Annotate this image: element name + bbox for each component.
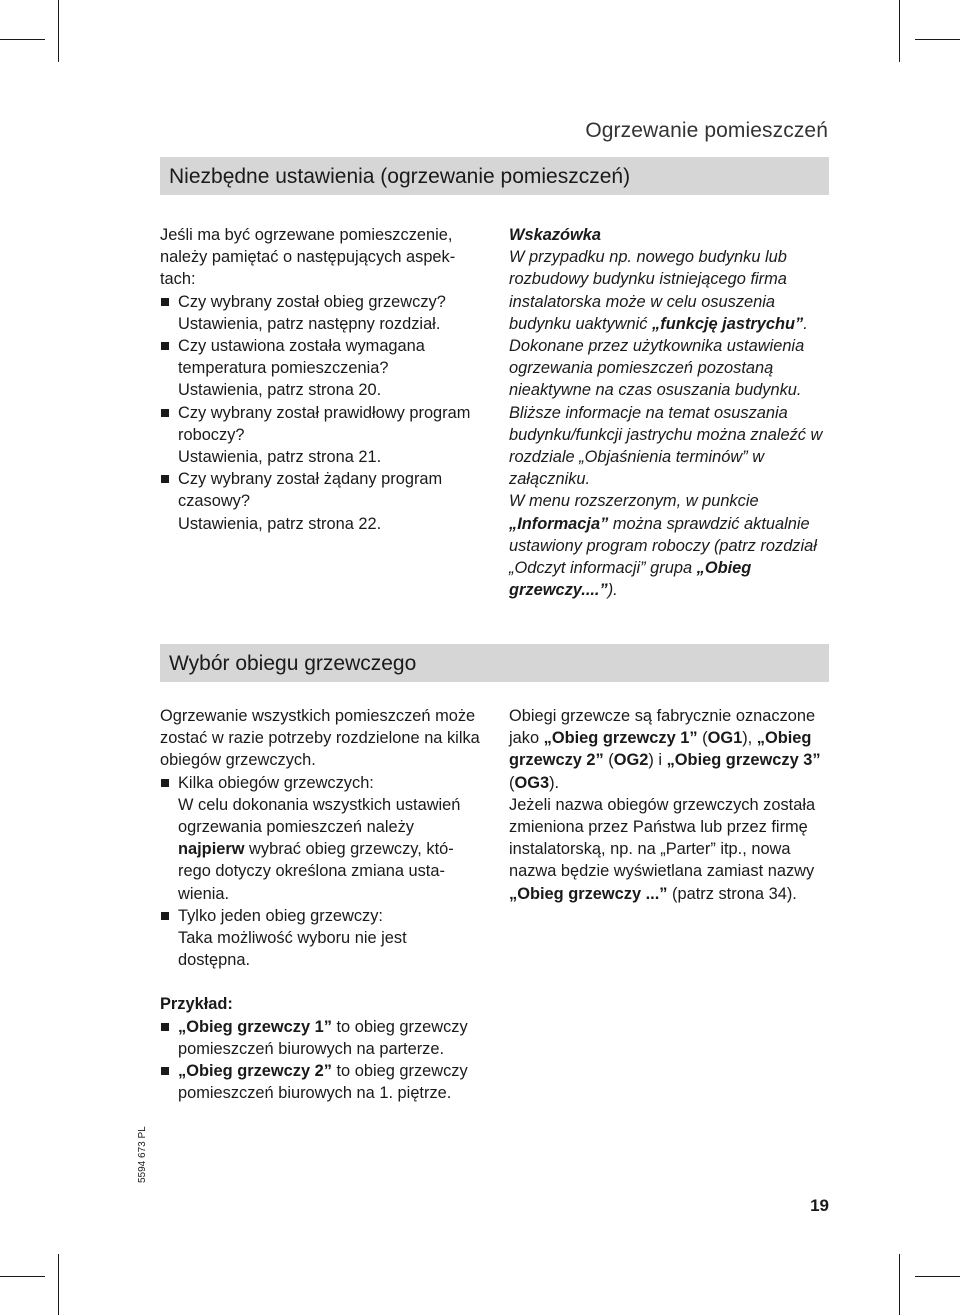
crop-mark	[915, 39, 960, 40]
note-text: ).	[607, 581, 618, 600]
heating-circuit-right-column	[509, 705, 831, 905]
list-item-reference: Ustawienia, patrz strona 20.	[178, 381, 382, 400]
list-item	[160, 772, 480, 905]
bold-term: „Obieg grzewczy ...”	[509, 884, 668, 903]
note-column	[509, 224, 829, 601]
requirements-column	[160, 224, 480, 535]
text: (	[603, 751, 614, 770]
list-item	[160, 1060, 480, 1104]
list-item-question: Czy ustawiona została wymagana temperatura pomieszczenia?	[178, 337, 425, 378]
page-number: 19	[810, 1196, 829, 1215]
list-item	[160, 291, 480, 335]
text: (	[509, 773, 515, 792]
example-title: Przykład:	[160, 995, 233, 1014]
text: (patrz strona 34).	[667, 884, 797, 903]
page-header-title: Ogrzewanie pomieszczeń	[585, 119, 828, 142]
crop-mark	[899, 0, 900, 62]
crop-mark	[899, 1254, 900, 1315]
list-item-question: Czy wybrany został prawidłowy program roboczy?	[178, 403, 471, 444]
intro-paragraph: Jeśli ma być ogrzewane pomieszczenie, należy pamiętać o następujących aspektach:	[160, 226, 456, 289]
text: to obieg grzewczy pomieszczeń biurowych na 1. piętrze.	[178, 1062, 468, 1103]
bold-term: „Obieg grzewczy 2”	[178, 1062, 332, 1081]
text: (	[697, 729, 708, 748]
list-item-reference: Ustawienia, patrz strona 21.	[178, 448, 382, 467]
text: wybrać obieg grzewczy, którego dotyczy określona zmiana ustawienia.	[178, 840, 454, 903]
bold-term: OG1	[707, 729, 743, 748]
note-text: W przypadku np. nowego budynku lub rozbudowy budynku istniejącego firma instalatorska może w celu osuszenia budynku uaktywnić	[509, 248, 787, 333]
section-heading: Niezbędne ustawienia (ogrzewanie pomieszczeń)	[169, 165, 631, 188]
note-text: można sprawdzić aktualnie ustawiony program roboczy (patrz rozdział „Odczyt informacji” grupa	[509, 514, 817, 578]
list-item-title: Kilka obiegów grzewczych:	[178, 773, 374, 792]
list-item	[160, 335, 480, 402]
text: Jeżeli nazwa obiegów grzewczych została zmieniona przez Państwa lub przez firmę instalatorską, np. na „Parter” itp., nowa nazwa będzie wyświetlana zamiast nazwy	[509, 795, 816, 881]
note-text: . Dokonane przez użytkownika ustawienia ogrzewania pomieszczeń pozostaną nieaktywne na czas osuszania budynku. Bliższe informacje na temat osuszania budynku/funkcji jastrychu można znaleźć w rozdziale „Objaśnienia terminów” w załączniku.	[509, 314, 823, 489]
note-bold-term: „Informacja”	[509, 514, 609, 533]
document-number: 5594 673 PL	[137, 1126, 148, 1183]
list-item-text	[178, 794, 480, 905]
note-text: W menu rozszerzonym, w punkcie	[509, 492, 759, 511]
bold-term: najpierw	[178, 840, 245, 859]
list-item-reference: Ustawienia, patrz strona 22.	[178, 514, 382, 533]
text: to obieg grzewczy pomieszczeń biurowych na parterze.	[178, 1017, 468, 1058]
list-item	[160, 402, 480, 469]
text: W celu dokonania wszystkich ustawień ogrzewania pomieszczeń należy	[178, 795, 461, 837]
section-heading-bar	[160, 644, 829, 682]
list-item-reference: Ustawienia, patrz następny rozdział.	[178, 314, 441, 333]
paragraph	[509, 705, 831, 794]
section-heading-bar	[160, 157, 829, 195]
text: ),	[742, 729, 757, 748]
intro-paragraph: Ogrzewanie wszystkich pomieszczeń może zostać w razie potrzeby rozdzielone na kilka obiegów grzewczych.	[160, 707, 480, 770]
crop-mark	[0, 1276, 45, 1277]
heating-circuit-left-column	[160, 705, 480, 1104]
note-bold-term: „funkcję jastrychu”	[652, 314, 804, 333]
list-item-question: Czy wybrany został obieg grzewczy?	[178, 292, 446, 311]
note-bold-term: „Obieg grzewczy....”	[509, 559, 752, 600]
crop-mark	[915, 1276, 960, 1277]
crop-mark	[0, 39, 45, 40]
paragraph	[509, 794, 831, 905]
note-title: Wskazówka	[509, 226, 602, 244]
bold-term: OG2	[613, 751, 649, 770]
crop-mark	[58, 1254, 59, 1315]
note-paragraph	[509, 246, 829, 490]
list-item	[160, 468, 480, 535]
text: Obiegi grzewcze są fabrycznie oznaczone jako	[509, 707, 816, 748]
list-item	[160, 905, 480, 972]
bold-term: „Obieg grzewczy 2”	[509, 729, 812, 770]
list-item	[160, 1016, 480, 1060]
bold-term: „Obieg grzewczy 3”	[666, 751, 821, 770]
list-item-question: Czy wybrany został żądany program czasowy?	[178, 470, 443, 511]
text: ) i	[648, 751, 667, 770]
text: ).	[549, 773, 560, 792]
note-paragraph	[509, 490, 829, 601]
section-heading: Wybór obiegu grzewczego	[169, 652, 417, 675]
list-item-title: Tylko jeden obieg grzewczy:	[178, 906, 383, 925]
list-item-text: Taka możliwość wyboru nie jest dostępna.	[178, 929, 407, 970]
crop-mark	[58, 0, 59, 62]
bold-term: „Obieg grzewczy 1”	[178, 1017, 332, 1036]
bold-term: OG3	[514, 773, 550, 792]
bold-term: „Obieg grzewczy 1”	[543, 729, 698, 748]
